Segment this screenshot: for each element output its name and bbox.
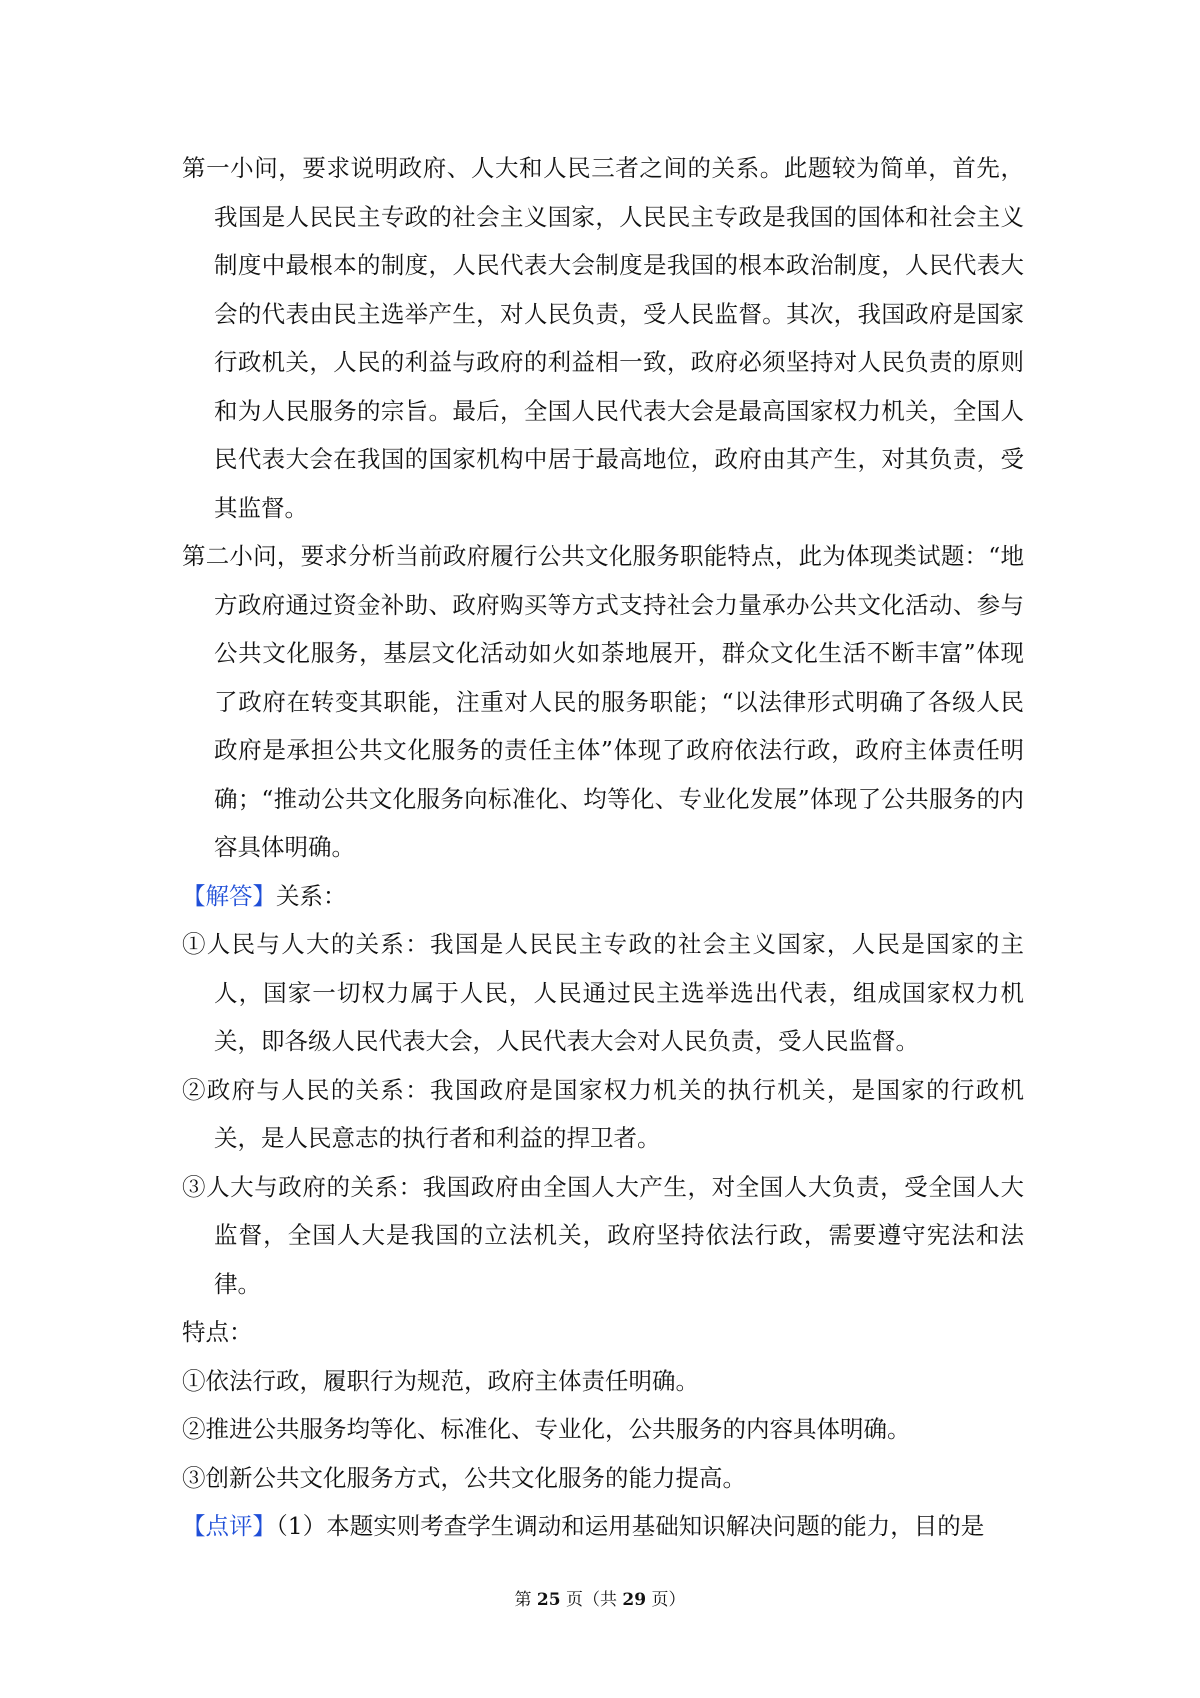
footer-middle: 页（共 <box>566 1590 617 1610</box>
answer-tag: 【解答】 <box>182 881 276 910</box>
footer-prefix: 第 <box>514 1590 532 1610</box>
feature-item-3: ③创新公共文化服务方式，公共文化服务的能力提高。 <box>182 1463 746 1492</box>
page-content <box>182 144 1024 1551</box>
comment-text: （1）本题实则考查学生调动和运用基础知识解决问题的能力，目的是 <box>276 1512 985 1540</box>
comment-tag: 【点评】 <box>182 1512 276 1540</box>
feature-item-2: ②推进公共服务均等化、标准化、专业化，公共服务的内容具体明确。 <box>182 1415 911 1443</box>
relation-item-1: ①人民与人大的关系：我国是人民民主专政的社会主义国家，人民是国家的主人，国家一切权力属于人民，人民通过民主选举选出代表，组成国家权力机关，即各级人民代表大会，人民代表大会对人民负责，受人民监督。 <box>182 930 1024 1055</box>
relation-item-2: ②政府与人民的关系：我国政府是国家权力机关的执行机关，是国家的行政机关，是人民意志的执行者和利益的捍卫者。 <box>182 1075 1024 1152</box>
footer-page-number: 25 <box>536 1590 561 1610</box>
comment-line <box>182 1502 1024 1551</box>
page-footer <box>0 1585 1200 1610</box>
analysis-q1-paragraph: 第一小问，要求说明政府、人大和人民三者之间的关系。此题较为简单，首先，我国是人民民主专政的社会主义国家，人民民主专政是我国的国体和社会主义制度中最根本的制度，人民代表大会制度是我国的根本政治制度，人民代表大会的代表由民主选举产生，对人民负责，受人民监督。其次，我国政府是国家行政机关，人民的利益与政府的利益相一致，政府必须坚持对人民负责的原则和为人民服务的宗旨。最后，全国人民代表大会是最高国家权力机关，全国人民代表大会在我国的国家机构中居于最高地位，政府由其产生，对其负责，受其监督。 <box>182 154 1024 522</box>
features-heading: 特点： <box>182 1318 253 1346</box>
answer-heading <box>182 872 1024 921</box>
footer-total-pages: 29 <box>622 1590 647 1610</box>
analysis-q2-paragraph: 第二小问，要求分析当前政府履行公共文化服务职能特点，此为体现类试题：“地方政府通过资金补助、政府购买等方式支持社会力量承办公共文化活动、参与公共文化服务，基层文化活动如火如荼地展开，群众文化生活不断丰富”体现了政府在转变其职能，注重对人民的服务职能；“以法律形式明确了各级人民政府是承担公共文化服务的责任主体”体现了政府依法行政，政府主体责任明确；“推动公共文化服务向标准化、均等化、专业化发展”体现了公共服务的内容具体明确。 <box>182 542 1024 861</box>
feature-item-1: ①依法行政，履职行为规范，政府主体责任明确。 <box>182 1366 699 1395</box>
relation-item-3: ③人大与政府的关系：我国政府由全国人大产生，对全国人大负责，受全国人大监督，全国人大是我国的立法机关，政府坚持依法行政，需要遵守宪法和法律。 <box>182 1172 1024 1298</box>
footer-suffix: 页） <box>651 1590 686 1610</box>
answer-intro: 关系： <box>276 881 347 910</box>
